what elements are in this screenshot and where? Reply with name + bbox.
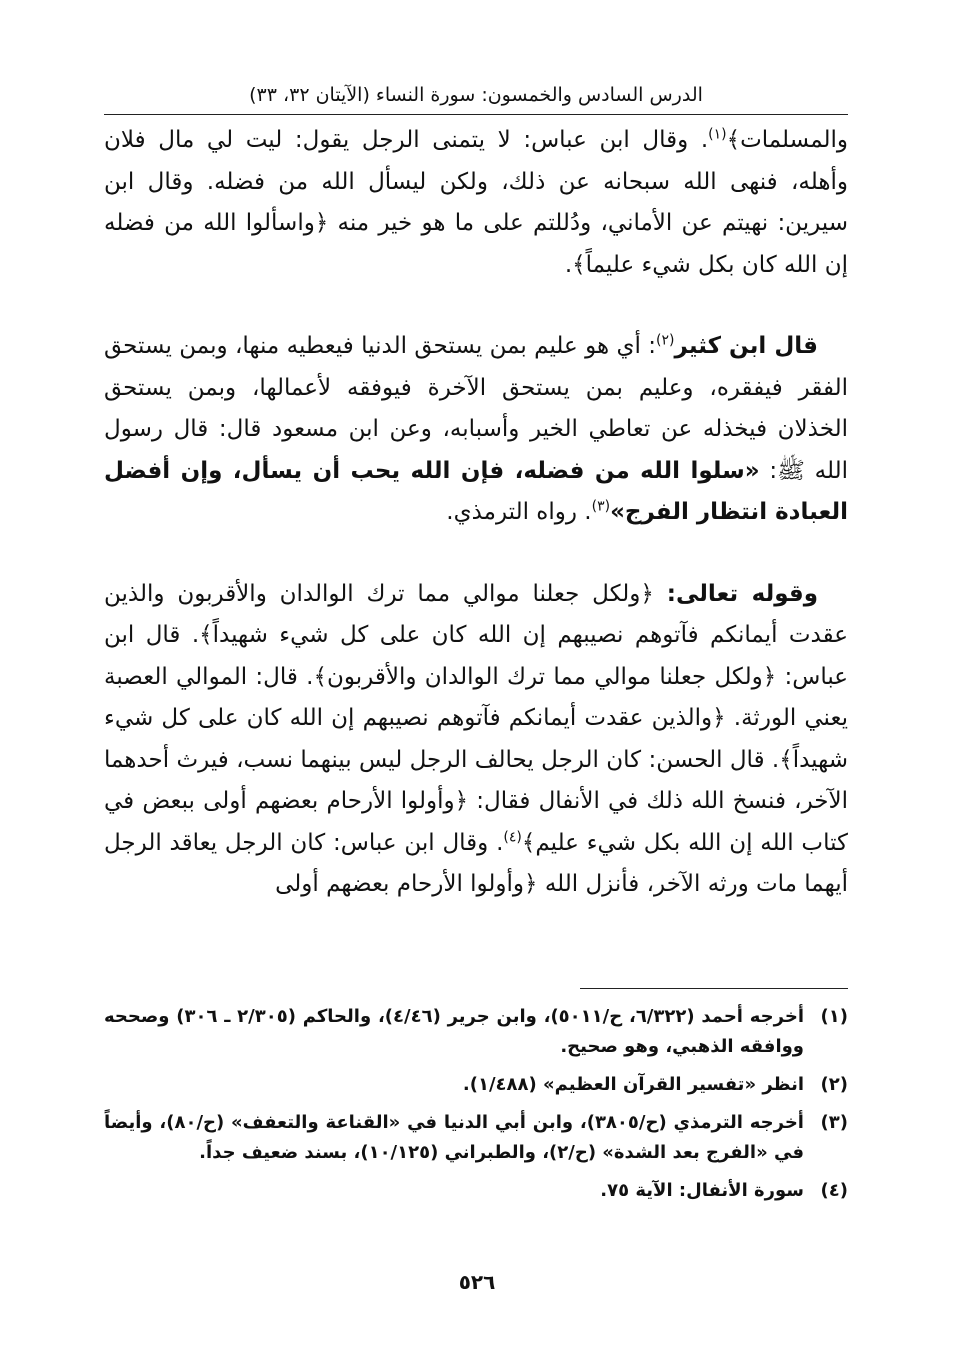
footnote-text: انظر «تفسير القرآن العظيم» (١/٤٨٨).: [462, 1074, 804, 1095]
paragraph-2-end: . رواه الترمذي.: [446, 499, 592, 525]
footnote-ref-1: (١): [708, 126, 727, 143]
footnote-ref-2: (٢): [656, 332, 675, 349]
footnotes: [104, 1002, 848, 1214]
paragraph-2-text: : أي هو عليم بمن يستحق الدنيا فيعطيه منها، وبمن يستحق الفقر فيفقره، وعليم بمن يستحق الآخرة فيوفقه لأعمالها، وبمن يستحق الخذلان فيخذله عن تعاطي الخير وأسبابه، وعن ابن مسعود قال: قال رسول الله ﷺ:: [104, 333, 849, 484]
footnote-number: (٢): [820, 1074, 848, 1095]
main-text: [104, 120, 848, 946]
paragraph-1-start: والمسلمات﴾: [726, 127, 848, 153]
paragraph-3: [104, 574, 848, 906]
hadith-quote: «سلوا الله من فضله، فإن الله يحب أن يسأل، وإن أفضل العبادة انتظار الفرج»: [104, 457, 848, 525]
footnote-text: أخرجه الترمذي (ح/٣٨٠٥)، وابن أبي الدنيا في «القناعة والتعفف» (ح/٨٠)، وأيضاً في «الفرج بعد الشدة» (ح/٢)، والطبراني (١٠/١٢٥)، بسند ضعيف جداً.: [104, 1112, 804, 1163]
paragraph-3-end: . وقال ابن عباس: كان الرجل يعاقد الرجل أيهما مات ورثه الآخر، فأنزل الله ﴿وأولوا الأرحام بعضهم أولى: [104, 829, 848, 897]
footnote-2: [104, 1070, 848, 1100]
footnote-number: (١): [820, 1006, 848, 1027]
footnote-divider: [580, 988, 848, 989]
footnote-number: (٤): [820, 1180, 848, 1201]
footnote-number: (٣): [820, 1112, 848, 1133]
footnote-ref-4: (٤): [503, 828, 522, 845]
header-divider: [104, 114, 848, 115]
paragraph-3-lead: وقوله تعالى:: [666, 580, 819, 607]
footnote-3: [104, 1108, 848, 1168]
paragraph-1-rest: . وقال ابن عباس: لا يتمنى الرجل يقول: ليت لي مال فلان وأهله، فنهى الله سبحانه عن ذلك، ولكن ليسأل الله من فضله. وقال ابن سيرين: نهيتم عن الأماني، ودُللتم على ما هو خير منه ﴿واسألوا الله من فضله إن الله كان بكل شيء عليماً﴾.: [104, 127, 848, 278]
paragraph-1: [104, 120, 848, 286]
paragraph-2: [104, 326, 848, 534]
footnote-1: [104, 1002, 848, 1062]
paragraph-2-lead: قال ابن كثير: [674, 333, 818, 359]
footnote-ref-3: (٣): [591, 498, 611, 515]
paragraph-3-text: ﴿ولكل جعلنا موالي مما ترك الوالدان والأقربون والذين عقدت أيمانكم فآتوهم نصيبهم إن الله كان على كل شيء شهيداً﴾. قال ابن عباس: ﴿ولكل جعلنا موالي مما ترك الوالدان والأقربون﴾. قال: الموالي العصبة يعني الورثة. ﴿والذين عقدت أيمانكم فآتوهم نصيبهم إن الله كان على كل شيء شهيداً﴾. قال الحسن: كان الرجل يحالف الرجل ليس بينهما نسب، فيرث أحدهما الآخر، فنسخ الله ذلك في الأنفال فقال: ﴿وأولوا الأرحام بعضهم أولى ببعض في كتاب الله إن الله بكل شيء عليم﴾: [104, 580, 848, 856]
page-number: ٥٢٦: [458, 1270, 496, 1294]
running-header: الدرس السادس والخمسون: سورة النساء (الآيتان ٣٢، ٣٣): [249, 84, 703, 106]
footnote-text: سورة الأنفال: الآية ٧٥.: [600, 1180, 804, 1201]
footnote-4: [104, 1176, 848, 1206]
footnote-text: أخرجه أحمد (٦/٣٢٢، ح/٥٠١١)، وابن جرير (٤/٤٦)، والحاكم (٢/٣٠٥ ـ ٣٠٦) وصححه ووافقه الذهبي، وهو صحيح.: [104, 1006, 804, 1057]
